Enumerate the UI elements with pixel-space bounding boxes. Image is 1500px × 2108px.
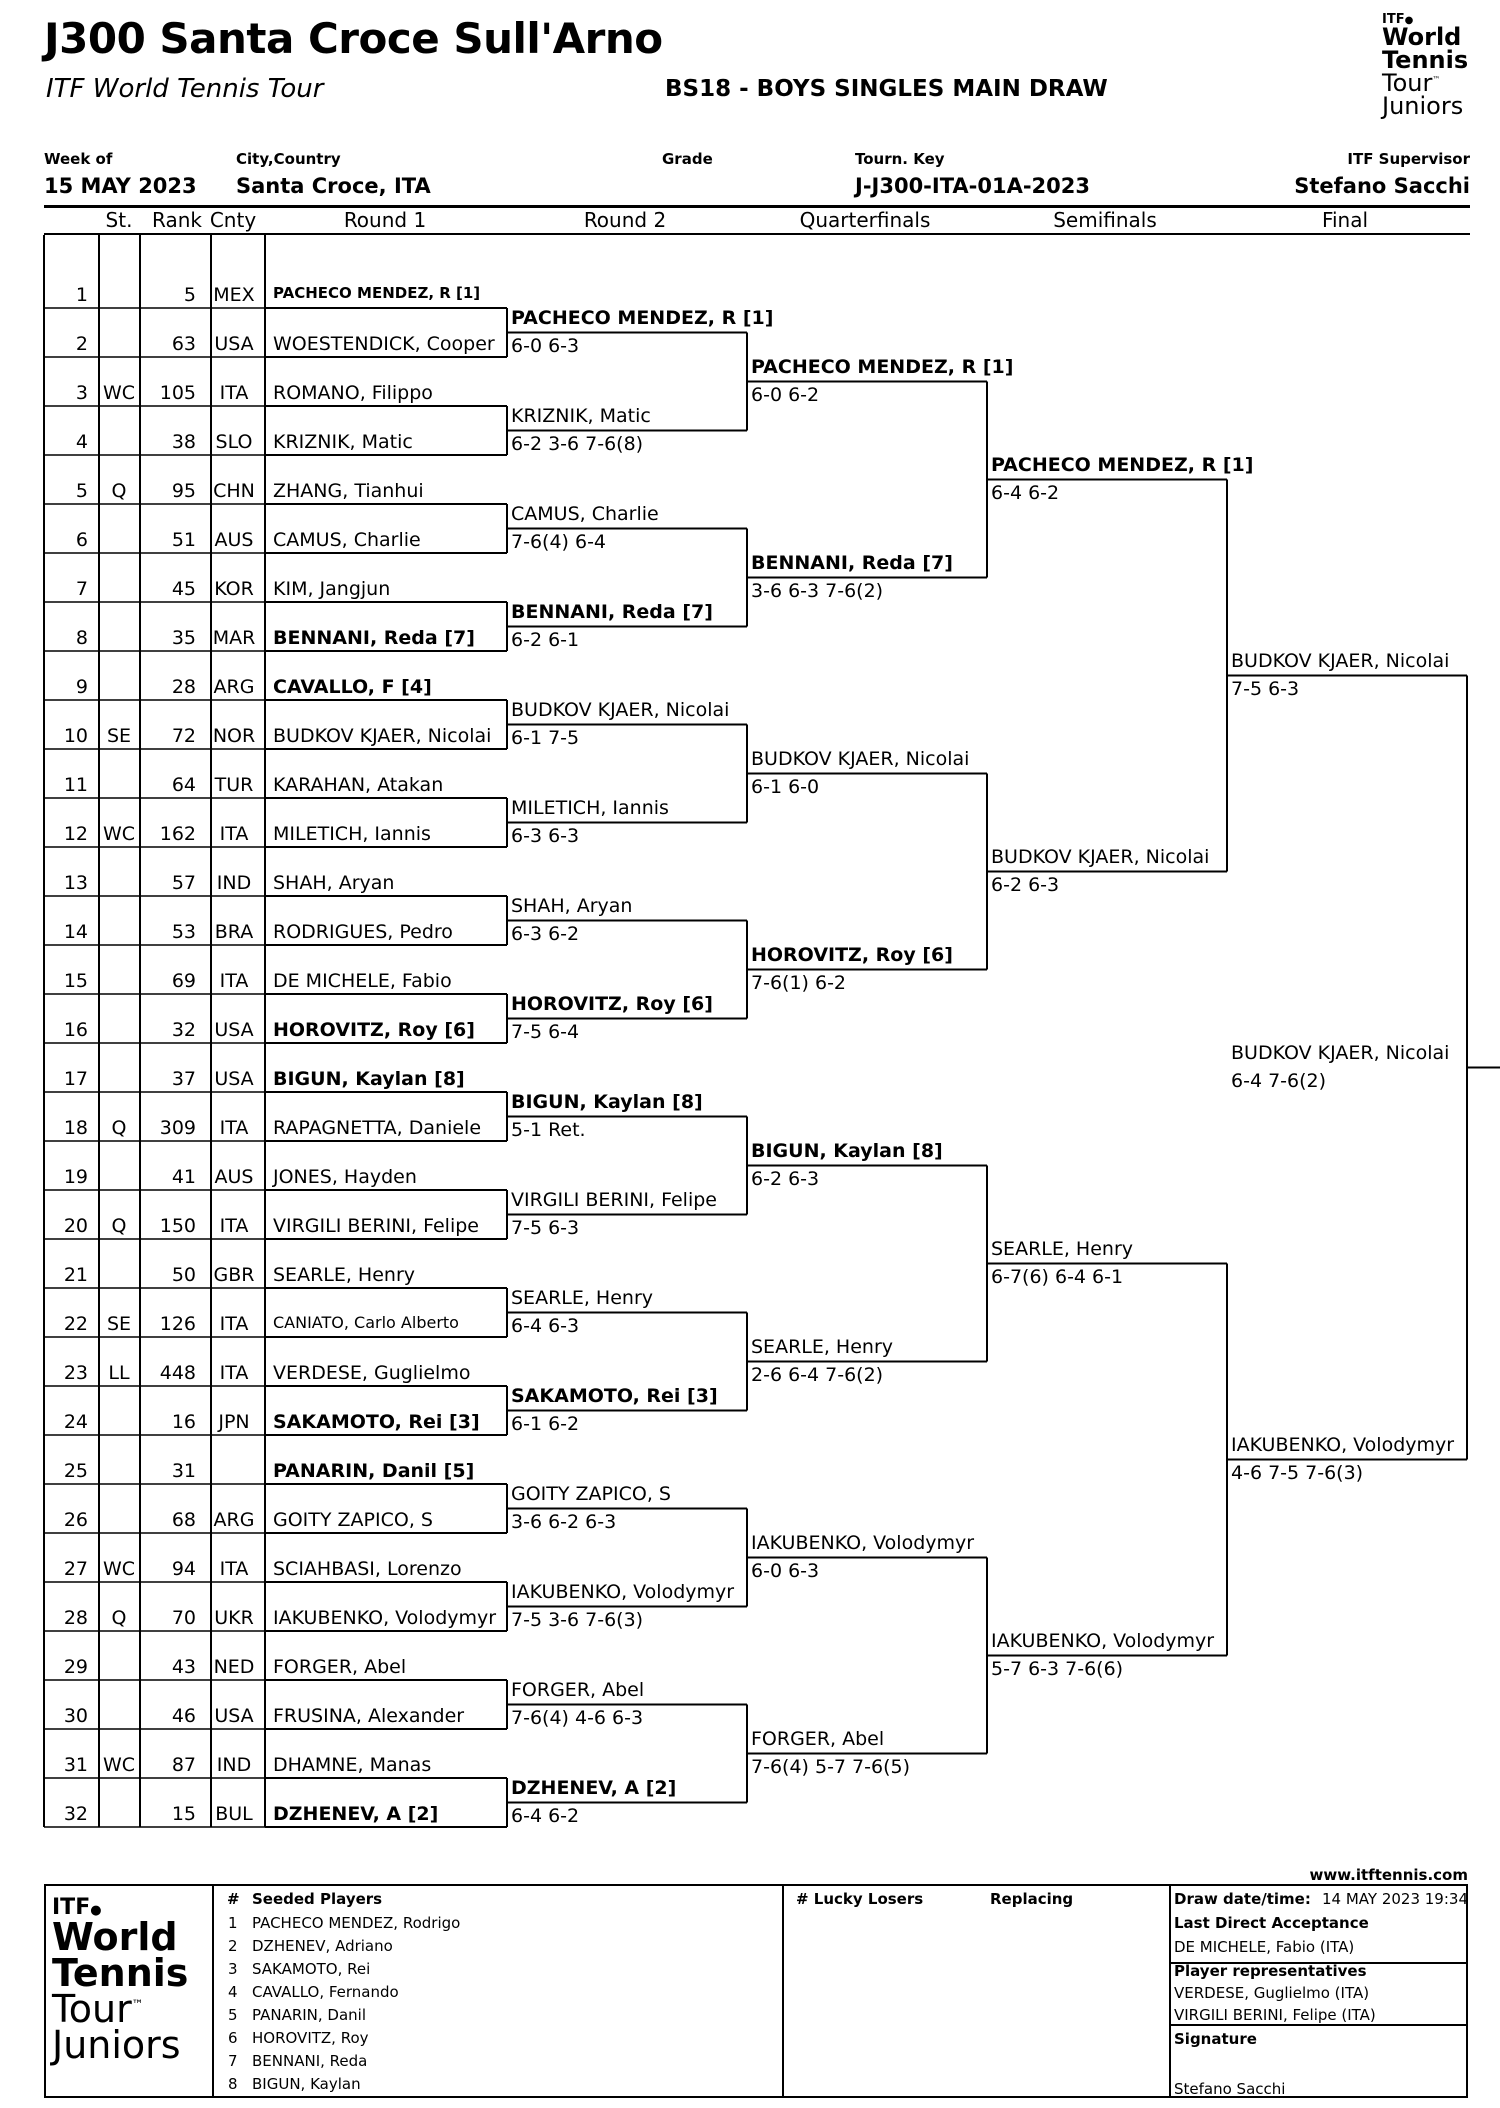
- week-label: Week of: [44, 150, 113, 168]
- supervisor-value: Stefano Sacchi: [1294, 174, 1470, 198]
- entry-country: ITA: [219, 823, 249, 845]
- entry-number: 25: [63, 1460, 88, 1482]
- entry-player-name: ROMANO, Filippo: [273, 382, 433, 404]
- entry-rank: 69: [171, 970, 196, 992]
- entry-rank: 72: [171, 725, 196, 747]
- entry-rank: 51: [171, 529, 196, 551]
- logo-line2: Tennis: [1382, 46, 1469, 75]
- entry-player-name: KIM, Jangjun: [273, 578, 391, 600]
- entry-rank: 162: [159, 823, 196, 845]
- entry-country: ITA: [219, 382, 249, 404]
- entry-number: 7: [75, 578, 88, 600]
- entry-status: WC: [102, 1558, 136, 1580]
- quarterfinals-player-name: BENNANI, Reda [7]: [751, 551, 953, 574]
- entry-country: BUL: [215, 1803, 253, 1825]
- entry-rank: 28: [171, 676, 196, 698]
- seed-name: BENNANI, Reda: [252, 2052, 368, 2070]
- entry-player-name: BENNANI, Reda [7]: [273, 627, 475, 649]
- entry-number: 2: [75, 333, 88, 355]
- entry-number: 21: [63, 1264, 88, 1286]
- round2-score: 7-5 6-4: [511, 1020, 580, 1043]
- entry-status: Q: [111, 1215, 127, 1237]
- entry-player-name: SAKAMOTO, Rei [3]: [273, 1411, 480, 1433]
- entry-player-name: ZHANG, Tianhui: [273, 480, 424, 502]
- round2-score: 7-5 3-6 7-6(3): [511, 1608, 644, 1631]
- entry-player-name: VERDESE, Guglielmo: [273, 1362, 471, 1384]
- quarterfinals-score: 3-6 6-3 7-6(2): [751, 579, 884, 602]
- entry-player-name: DHAMNE, Manas: [273, 1754, 432, 1776]
- quarterfinals-player-name: HOROVITZ, Roy [6]: [751, 943, 953, 966]
- entry-country: KOR: [214, 578, 254, 600]
- quarterfinals-score: 6-0 6-3: [751, 1559, 820, 1582]
- entry-rank: 15: [171, 1803, 196, 1825]
- seed-number: 7: [228, 2052, 238, 2070]
- entry-rank: 94: [171, 1558, 196, 1580]
- quarterfinals-score: 6-2 6-3: [751, 1167, 820, 1190]
- entry-country: ITA: [219, 1558, 249, 1580]
- round2-player-name: CAMUS, Charlie: [511, 502, 659, 525]
- entry-rank: 448: [159, 1362, 196, 1384]
- supervisor-label: ITF Supervisor: [1347, 150, 1470, 168]
- tourn-key-value: J-J300-ITA-01A-2023: [855, 174, 1091, 198]
- entry-rank: 41: [171, 1166, 196, 1188]
- entry-status: LL: [108, 1362, 130, 1384]
- round2-player-name: GOITY ZAPICO, S: [511, 1482, 671, 1505]
- entry-status: Q: [111, 1117, 127, 1139]
- grade-label: Grade: [662, 150, 713, 168]
- entry-rank: 68: [171, 1509, 196, 1531]
- quarterfinals-score: 6-1 6-0: [751, 775, 820, 798]
- draw-date-label: Draw date/time:: [1174, 1890, 1311, 1908]
- entry-country: ITA: [219, 1313, 249, 1335]
- lda-value: DE MICHELE, Fabio (ITA): [1174, 1938, 1355, 1956]
- entry-number: 27: [63, 1558, 88, 1580]
- entry-country: SLO: [215, 431, 253, 453]
- col-round1: Round 1: [343, 208, 427, 232]
- round2-score: 7-6(4) 4-6 6-3: [511, 1706, 644, 1729]
- quarterfinals-score: 6-0 6-2: [751, 383, 820, 406]
- entry-player-name: CAMUS, Charlie: [273, 529, 421, 551]
- entry-country: IND: [216, 872, 252, 894]
- entry-player-name: IAKUBENKO, Volodymyr: [273, 1607, 497, 1629]
- entry-country: NOR: [212, 725, 256, 747]
- round2-score: 7-6(4) 6-4: [511, 530, 607, 553]
- entry-country: MAR: [212, 627, 256, 649]
- entry-rank: 64: [171, 774, 196, 796]
- quarterfinals-player-name: BIGUN, Kaylan [8]: [751, 1139, 943, 1162]
- entry-number: 22: [63, 1313, 88, 1335]
- entry-player-name: MILETICH, Iannis: [273, 823, 431, 845]
- entry-player-name: PANARIN, Danil [5]: [273, 1460, 475, 1482]
- entry-country: CHN: [213, 480, 255, 502]
- signature-label: Signature: [1174, 2030, 1257, 2048]
- entry-player-name: HOROVITZ, Roy [6]: [273, 1019, 475, 1041]
- quarterfinals-player-name: PACHECO MENDEZ, R [1]: [751, 355, 1014, 378]
- logo-tm: ™: [1432, 74, 1441, 84]
- quarterfinals-player-name: FORGER, Abel: [751, 1727, 885, 1750]
- semifinals-player-name: BUDKOV KJAER, Nicolai: [991, 845, 1210, 868]
- entry-number: 16: [63, 1019, 88, 1041]
- semifinals-player-name: SEARLE, Henry: [991, 1237, 1134, 1260]
- entry-player-name: PACHECO MENDEZ, R [1]: [273, 284, 481, 302]
- entry-number: 11: [63, 774, 88, 796]
- quarterfinals-score: 2-6 6-4 7-6(2): [751, 1363, 884, 1386]
- entry-rank: 43: [171, 1656, 196, 1678]
- semifinals-player-name: PACHECO MENDEZ, R [1]: [991, 453, 1254, 476]
- entry-rank: 16: [171, 1411, 196, 1433]
- entry-number: 5: [75, 480, 88, 502]
- seeded-players-title: Seeded Players: [252, 1890, 383, 1908]
- entry-country: GBR: [213, 1264, 255, 1286]
- entry-number: 29: [63, 1656, 88, 1678]
- round2-player-name: BUDKOV KJAER, Nicolai: [511, 698, 730, 721]
- logo-line1: World: [1382, 23, 1462, 52]
- entry-player-name: FRUSINA, Alexander: [273, 1705, 465, 1727]
- footer-logo-line4: Juniors: [52, 2023, 181, 2068]
- round2-score: 6-1 6-2: [511, 1412, 580, 1435]
- entry-rank: 70: [171, 1607, 196, 1629]
- entry-rank: 63: [171, 333, 196, 355]
- entry-rank: 5: [183, 284, 196, 306]
- footer-logo: ITF● World Tennis Tour™ Juniors: [52, 1898, 212, 2063]
- semifinals-score: 6-2 6-3: [991, 873, 1060, 896]
- seed-name: BIGUN, Kaylan: [252, 2075, 361, 2093]
- quarterfinals-player-name: IAKUBENKO, Volodymyr: [751, 1531, 975, 1554]
- entry-number: 18: [63, 1117, 88, 1139]
- seed-number: 6: [228, 2029, 238, 2047]
- entry-status: Q: [111, 480, 127, 502]
- champion-score: 6-4 7-6(2): [1231, 1069, 1327, 1092]
- entry-player-name: BIGUN, Kaylan [8]: [273, 1068, 465, 1090]
- round2-score: 6-2 3-6 7-6(8): [511, 432, 644, 455]
- entry-status: Q: [111, 1607, 127, 1629]
- round2-player-name: SEARLE, Henry: [511, 1286, 654, 1309]
- entry-country: MEX: [213, 284, 255, 306]
- itf-world-tennis-tour-juniors-logo: ITF● World Tennis Tour™ Juniors: [1382, 10, 1492, 118]
- website-link[interactable]: www.itftennis.com: [1309, 1866, 1468, 1884]
- city-value: Santa Croce, ITA: [236, 174, 431, 198]
- entry-rank: 150: [159, 1215, 196, 1237]
- footer-logo-line3: Tour: [52, 1987, 132, 2032]
- col-quarterfinals: Quarterfinals: [799, 208, 931, 232]
- col-round2: Round 2: [583, 208, 667, 232]
- col-cnty: Cnty: [209, 208, 257, 232]
- semifinals-score: 6-7(6) 6-4 6-1: [991, 1265, 1124, 1288]
- seed-name: HOROVITZ, Roy: [252, 2029, 369, 2047]
- round2-player-name: SAKAMOTO, Rei [3]: [511, 1384, 718, 1407]
- entry-number: 17: [63, 1068, 88, 1090]
- entry-number: 6: [75, 529, 88, 551]
- semifinals-score: 5-7 6-3 7-6(6): [991, 1657, 1124, 1680]
- entry-number: 30: [63, 1705, 88, 1727]
- entry-country: ITA: [219, 1362, 249, 1384]
- entry-country: USA: [214, 1705, 254, 1727]
- round2-score: 7-5 6-3: [511, 1216, 580, 1239]
- entry-rank: 57: [171, 872, 196, 894]
- round2-player-name: HOROVITZ, Roy [6]: [511, 992, 713, 1015]
- entry-country: USA: [214, 1019, 254, 1041]
- entry-country: ARG: [213, 1509, 255, 1531]
- entry-player-name: SHAH, Aryan: [273, 872, 395, 894]
- round2-player-name: BIGUN, Kaylan [8]: [511, 1090, 703, 1113]
- seed-name: DZHENEV, Adriano: [252, 1937, 393, 1955]
- entry-country: ARG: [213, 676, 255, 698]
- round2-player-name: VIRGILI BERINI, Felipe: [511, 1188, 717, 1211]
- entry-rank: 37: [171, 1068, 196, 1090]
- entry-player-name: BUDKOV KJAER, Nicolai: [273, 725, 492, 747]
- entry-country: JPN: [218, 1411, 250, 1433]
- quarterfinals-score: 7-6(1) 6-2: [751, 971, 847, 994]
- logo-line3: Tour: [1382, 68, 1433, 97]
- footer-divider-1: [212, 1884, 214, 2098]
- tour-subtitle: ITF World Tennis Tour: [46, 74, 324, 104]
- entry-number: 31: [63, 1754, 88, 1776]
- seed-number: 4: [228, 1983, 238, 2001]
- entry-country: UKR: [214, 1607, 254, 1629]
- entry-number: 20: [63, 1215, 88, 1237]
- round2-player-name: MILETICH, Iannis: [511, 796, 669, 819]
- entry-player-name: WOESTENDICK, Cooper: [273, 333, 495, 355]
- seed-number: 2: [228, 1937, 238, 1955]
- entry-number: 9: [75, 676, 88, 698]
- entry-rank: 38: [171, 431, 196, 453]
- entry-number: 8: [75, 627, 88, 649]
- entry-country: NED: [213, 1656, 255, 1678]
- entry-number: 3: [75, 382, 88, 404]
- tourn-key-label: Tourn. Key: [855, 150, 945, 168]
- footer-rule-b: [1169, 2024, 1468, 2026]
- entry-player-name: DZHENEV, A [2]: [273, 1803, 439, 1825]
- entry-player-name: SEARLE, Henry: [273, 1264, 416, 1286]
- entry-rank: 45: [171, 578, 196, 600]
- entry-country: AUS: [214, 1166, 254, 1188]
- final-player-name: IAKUBENKO, Volodymyr: [1231, 1433, 1455, 1456]
- semifinals-score: 6-4 6-2: [991, 481, 1060, 504]
- entry-status: SE: [106, 725, 132, 747]
- entry-number: 14: [63, 921, 88, 943]
- entry-rank: 87: [171, 1754, 196, 1776]
- entry-player-name: FORGER, Abel: [273, 1656, 407, 1678]
- event-title: BS18 - BOYS SINGLES MAIN DRAW: [665, 76, 1108, 102]
- round2-score: 6-3 6-3: [511, 824, 580, 847]
- footer-divider-3: [1169, 1884, 1171, 2098]
- entry-country: ITA: [219, 1215, 249, 1237]
- logo-line4: Juniors: [1382, 91, 1464, 120]
- entry-rank: 50: [171, 1264, 196, 1286]
- round2-score: 5-1 Ret.: [511, 1118, 586, 1141]
- entry-rank: 35: [171, 627, 196, 649]
- entry-country: USA: [214, 1068, 254, 1090]
- entry-player-name: KARAHAN, Atakan: [273, 774, 444, 796]
- entry-player-name: RAPAGNETTA, Daniele: [273, 1117, 482, 1139]
- entry-country: BRA: [214, 921, 254, 943]
- seed-name: PANARIN, Danil: [252, 2006, 367, 2024]
- round2-score: 3-6 6-2 6-3: [511, 1510, 617, 1533]
- round2-player-name: BENNANI, Reda [7]: [511, 600, 713, 623]
- signature-value: Stefano Sacchi: [1174, 2080, 1286, 2098]
- entry-player-name: JONES, Hayden: [273, 1166, 417, 1188]
- champion-name: BUDKOV KJAER, Nicolai: [1231, 1041, 1450, 1064]
- round2-player-name: DZHENEV, A [2]: [511, 1776, 677, 1799]
- draw-date-value: 14 MAY 2023 19:34: [1322, 1890, 1468, 1908]
- entry-player-name: KRIZNIK, Matic: [273, 431, 413, 453]
- col-rank: Rank: [152, 208, 202, 232]
- entry-number: 10: [63, 725, 88, 747]
- entry-player-name: RODRIGUES, Pedro: [273, 921, 453, 943]
- entry-rank: 309: [159, 1117, 196, 1139]
- week-value: 15 MAY 2023: [44, 174, 197, 198]
- entry-player-name: CAVALLO, F [4]: [273, 676, 432, 698]
- round2-score: 6-4 6-3: [511, 1314, 580, 1337]
- replacing-title: Replacing: [990, 1890, 1074, 1908]
- round2-player-name: IAKUBENKO, Volodymyr: [511, 1580, 735, 1603]
- seed-number: 1: [228, 1914, 238, 1932]
- entry-number: 28: [63, 1607, 88, 1629]
- round2-player-name: SHAH, Aryan: [511, 894, 633, 917]
- entry-country: AUS: [214, 529, 254, 551]
- entry-country: TUR: [214, 774, 254, 796]
- entry-number: 12: [63, 823, 88, 845]
- entry-number: 24: [63, 1411, 88, 1433]
- entry-rank: 53: [171, 921, 196, 943]
- entry-number: 26: [63, 1509, 88, 1531]
- seed-number: 3: [228, 1960, 238, 1978]
- lda-label: Last Direct Acceptance: [1174, 1914, 1369, 1932]
- round2-player-name: FORGER, Abel: [511, 1678, 645, 1701]
- entry-player-name: GOITY ZAPICO, S: [273, 1509, 433, 1531]
- entry-number: 23: [63, 1362, 88, 1384]
- entry-country: ITA: [219, 970, 249, 992]
- entry-status: WC: [102, 1754, 136, 1776]
- semifinals-player-name: IAKUBENKO, Volodymyr: [991, 1629, 1215, 1652]
- entry-rank: 46: [171, 1705, 196, 1727]
- entry-country: USA: [214, 333, 254, 355]
- col-final: Final: [1321, 208, 1369, 232]
- entry-player-name: SCIAHBASI, Lorenzo: [273, 1558, 462, 1580]
- quarterfinals-player-name: BUDKOV KJAER, Nicolai: [751, 747, 970, 770]
- final-score: 4-6 7-5 7-6(3): [1231, 1461, 1364, 1484]
- round2-score: 6-2 6-1: [511, 628, 580, 651]
- entry-rank: 31: [171, 1460, 196, 1482]
- logo-itf: ITF: [1382, 12, 1405, 27]
- reps-label: Player representatives: [1174, 1962, 1367, 1980]
- entry-rank: 32: [171, 1019, 196, 1041]
- footer-logo-tm: ™: [131, 1997, 144, 2012]
- entry-status: SE: [106, 1313, 132, 1335]
- seed-name: PACHECO MENDEZ, Rodrigo: [252, 1914, 461, 1932]
- footer-logo-line2: Tennis: [52, 1950, 189, 1995]
- quarterfinals-score: 7-6(4) 5-7 7-6(5): [751, 1755, 911, 1778]
- entry-player-name: VIRGILI BERINI, Felipe: [273, 1215, 479, 1237]
- quarterfinals-player-name: SEARLE, Henry: [751, 1335, 894, 1358]
- final-score: 7-5 6-3: [1231, 677, 1300, 700]
- col-st: St.: [105, 208, 133, 232]
- round2-score: 6-4 6-2: [511, 1804, 580, 1827]
- footer-logo-line1: World: [52, 1914, 178, 1959]
- entry-player-name: CANIATO, Carlo Alberto: [273, 1313, 459, 1332]
- entry-rank: 105: [159, 382, 196, 404]
- footer-divider-2: [782, 1884, 784, 2098]
- round2-player-name: PACHECO MENDEZ, R [1]: [511, 306, 774, 329]
- footer-logo-itf: ITF: [52, 1895, 91, 1920]
- seed-name: CAVALLO, Fernando: [252, 1983, 399, 2001]
- entry-rank: 95: [171, 480, 196, 502]
- seed-name: SAKAMOTO, Rei: [252, 1960, 371, 1978]
- entry-rank: 126: [159, 1313, 196, 1335]
- tournament-title: J300 Santa Croce Sull'Arno: [44, 14, 663, 63]
- entry-number: 15: [63, 970, 88, 992]
- entry-number: 32: [63, 1803, 88, 1825]
- entry-status: WC: [102, 382, 136, 404]
- city-label: City,Country: [236, 150, 341, 168]
- seed-number: 8: [228, 2075, 238, 2093]
- col-semifinals: Semifinals: [1053, 208, 1157, 232]
- entry-country: IND: [216, 1754, 252, 1776]
- rep-2: VIRGILI BERINI, Felipe (ITA): [1174, 2006, 1376, 2024]
- entry-player-name: DE MICHELE, Fabio: [273, 970, 452, 992]
- entry-number: 13: [63, 872, 88, 894]
- round2-score: 6-1 7-5: [511, 726, 580, 749]
- entry-status: WC: [102, 823, 136, 845]
- seed-number: 5: [228, 2006, 238, 2024]
- round2-score: 6-3 6-2: [511, 922, 580, 945]
- entry-number: 4: [75, 431, 88, 453]
- entry-number: 19: [63, 1166, 88, 1188]
- entry-country: ITA: [219, 1117, 249, 1139]
- entry-number: 1: [75, 284, 88, 306]
- rep-1: VERDESE, Guglielmo (ITA): [1174, 1984, 1370, 2002]
- lucky-losers-title: # Lucky Losers: [796, 1890, 924, 1908]
- round2-player-name: KRIZNIK, Matic: [511, 404, 651, 427]
- round2-score: 6-0 6-3: [511, 334, 580, 357]
- final-player-name: BUDKOV KJAER, Nicolai: [1231, 649, 1450, 672]
- seeded-hash: #: [227, 1890, 240, 1908]
